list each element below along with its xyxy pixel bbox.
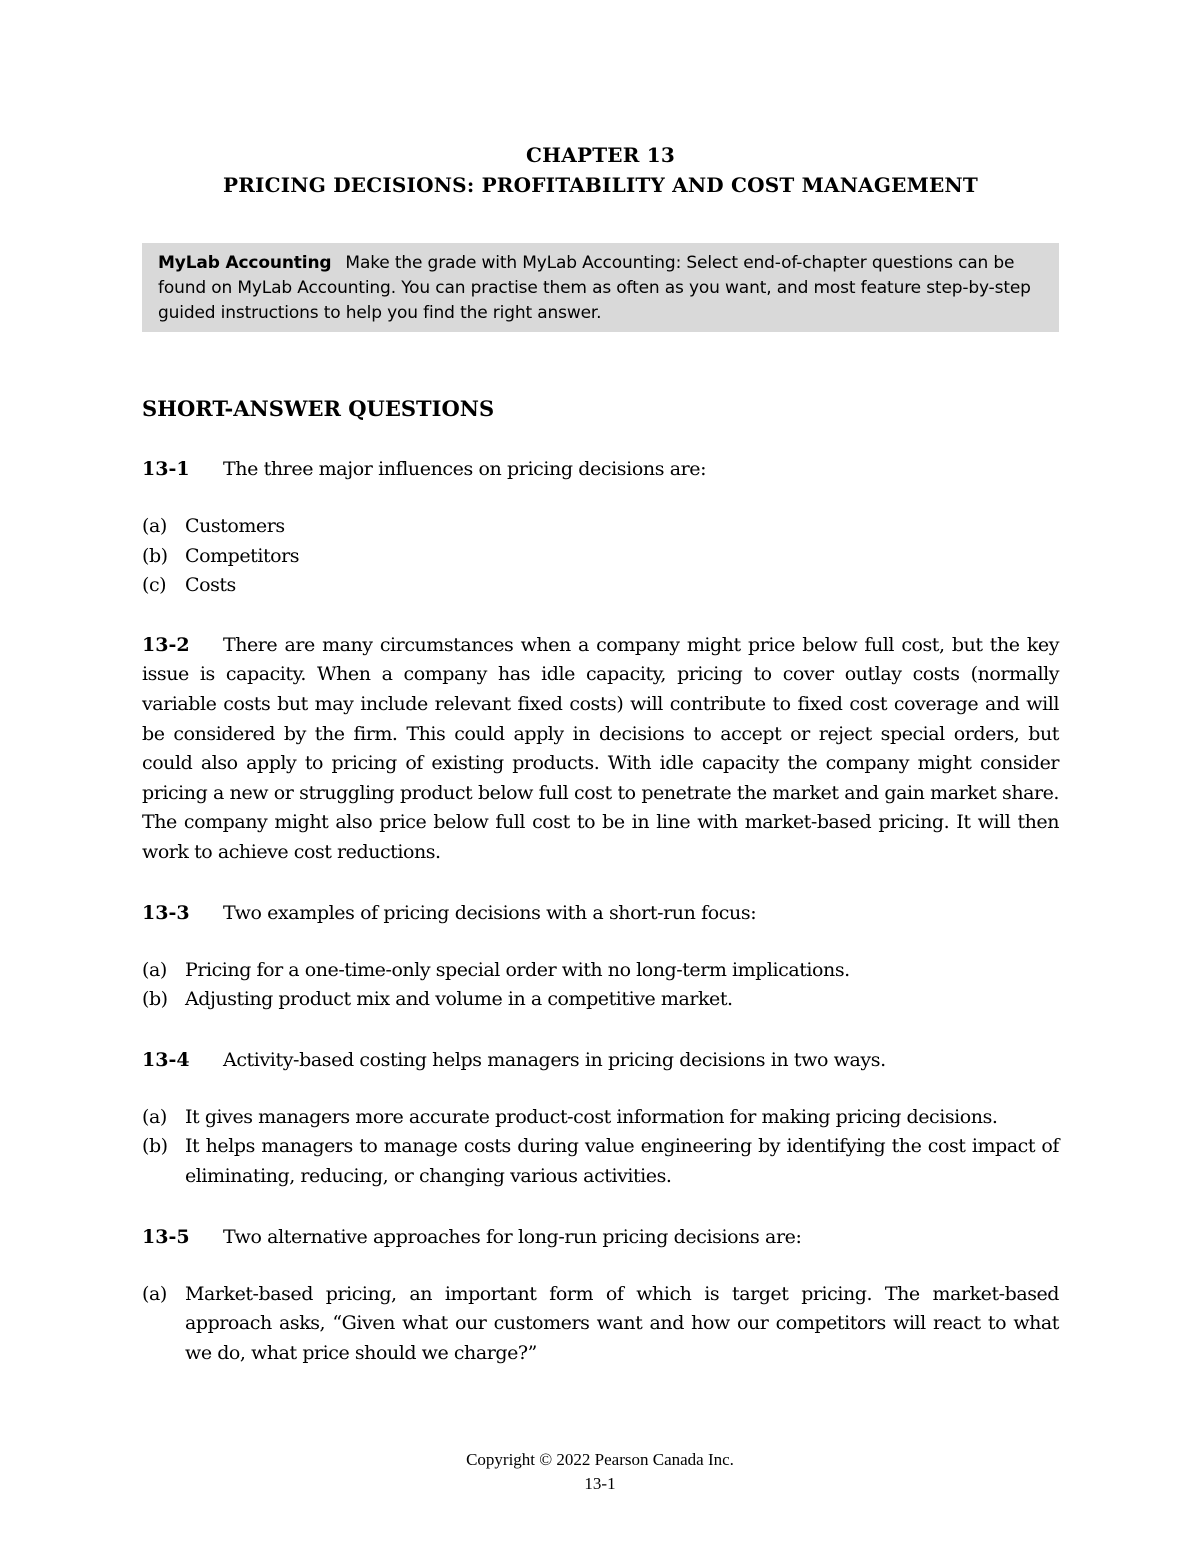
chapter-title: PRICING DECISIONS: PROFITABILITY AND COST MANAGEMENT <box>223 173 978 197</box>
list-item <box>142 512 1059 542</box>
answer-list <box>142 512 1059 601</box>
list-item-text: Customers <box>185 515 285 537</box>
mylab-text: Make the grade with MyLab Accounting: Select end-of-chapter questions can be found on MyLab Accounting. You can practise them as often as you want, and most feature step-by-step guided instructions to help you find the right answer. <box>158 253 1031 323</box>
list-item <box>142 1132 1059 1191</box>
list-item-text: Market-based pricing, an important form of which is target pricing. The market-based approach asks, “Given what our customers want and how our competitors will react to what we do, what price should we charge?” <box>185 1282 1059 1364</box>
list-marker: (a) <box>142 1282 167 1305</box>
answer-list <box>142 956 1059 1015</box>
question-text: There are many circumstances when a company might price below full cost, but the key issue is capacity. When a company has idle capacity, pricing to cover outlay costs (normally variable costs but may include relevant fixed costs) will contribute to fixed cost coverage and will be considered by the firm. This could apply in decisions to accept or reject special orders, but could also apply to pricing of existing products. With idle capacity the company might consider pricing a new or struggling product below full cost to penetrate the market and gain market share. The company might also price below full cost to be in line with market-based pricing. It will then work to achieve cost reductions. <box>142 633 1059 863</box>
question-13-1 <box>142 454 1059 484</box>
list-item <box>142 1280 1059 1369</box>
question-text: Activity-based costing helps managers in pricing decisions in two ways. <box>223 1048 886 1071</box>
list-item <box>142 985 1059 1015</box>
list-item-text: It helps managers to manage costs during value engineering by identifying the cost impact of eliminating, reducing, or changing various activities. <box>185 1135 1059 1187</box>
section-heading: SHORT-ANSWER QUESTIONS <box>142 396 495 421</box>
list-item-text: Adjusting product mix and volume in a competitive market. <box>185 988 733 1011</box>
copyright-notice: Copyright © 2022 Pearson Canada Inc. <box>466 1450 734 1469</box>
answer-list <box>142 1280 1059 1369</box>
mylab-brand: MyLab Accounting <box>158 253 332 273</box>
list-item <box>142 956 1059 986</box>
list-item <box>142 542 1059 572</box>
mylab-callout <box>142 243 1059 332</box>
question-text: Two alternative approaches for long-run pricing decisions are: <box>223 1225 802 1248</box>
list-marker: (a) <box>142 515 167 537</box>
question-text: Two examples of pricing decisions with a short-run focus: <box>223 901 757 924</box>
list-item-text: Costs <box>185 574 236 597</box>
list-marker: (a) <box>142 1105 167 1128</box>
question-13-2 <box>142 631 1059 868</box>
list-item-text: Pricing for a one-time-only special order with no long-term implications. <box>185 958 850 981</box>
question-number: 13-1 <box>142 458 190 480</box>
question-number: 13-2 <box>142 633 190 656</box>
list-marker: (b) <box>142 544 168 567</box>
page-footer <box>0 1448 1200 1496</box>
page-number: 13-1 <box>584 1474 616 1493</box>
list-marker: (c) <box>142 574 167 597</box>
question-13-5 <box>142 1222 1059 1252</box>
list-marker: (a) <box>142 958 167 981</box>
question-number: 13-4 <box>142 1048 190 1071</box>
list-item-text: It gives managers more accurate product-cost information for making pricing decisions. <box>185 1105 998 1128</box>
question-number: 13-5 <box>142 1225 190 1248</box>
list-marker: (b) <box>142 988 168 1011</box>
question-13-4 <box>142 1045 1059 1075</box>
list-item <box>142 571 1059 601</box>
question-text: The three major influences on pricing decisions are: <box>223 458 707 480</box>
list-item-text: Competitors <box>185 544 300 567</box>
document-page <box>142 140 1059 1368</box>
list-item <box>142 1103 1059 1133</box>
chapter-number: CHAPTER 13 <box>526 143 675 167</box>
question-number: 13-3 <box>142 901 190 924</box>
answer-list <box>142 1103 1059 1192</box>
question-13-3 <box>142 898 1059 928</box>
list-marker: (b) <box>142 1135 168 1158</box>
